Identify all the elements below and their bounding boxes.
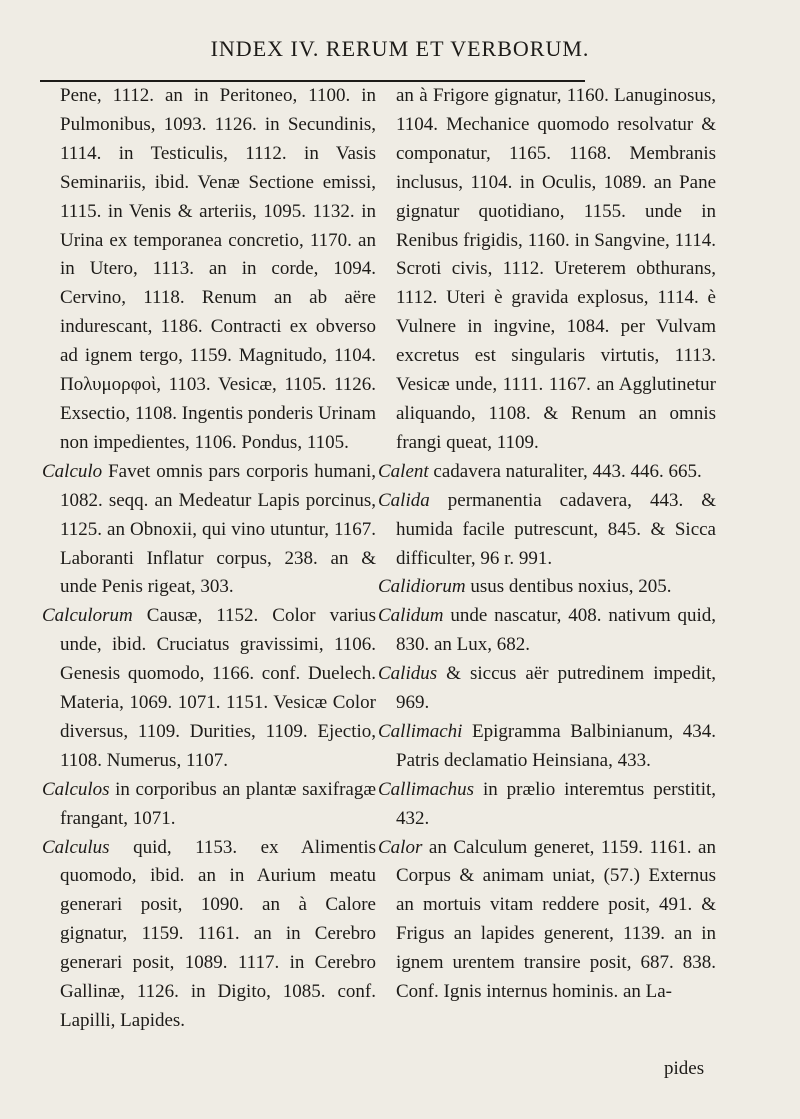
entry-text: in corporibus an plantæ saxifragæ frangant, 1071. — [60, 778, 376, 829]
index-entry — [378, 776, 716, 834]
index-entry — [42, 834, 376, 1036]
entry-headword: Callimachus — [378, 778, 475, 800]
entry-text: Causæ, 1152. Color varius unde, ibid. Cruciatus gravissimi, 1106. Genesis quomodo, 1166. conf. Duelech. Materia, 1069. 1071. 1151. Vesicæ Color diversus, 1109. Durities, 1109. Ejectio, 1108. Numerus, 1107. — [60, 605, 376, 771]
index-entry — [378, 718, 716, 776]
catchword: pides — [664, 1058, 705, 1079]
entry-text: an Calculum generet, 1159. 1161. an Corpus & animam uniat, (57.) Externus an mortuis vitam reddere posit, 491. & Frigus an lapides generent, 1139. an in ignem urentem transire posit, 687. 838. Conf. Ignis internus hominis. an La- — [396, 836, 716, 1003]
page-header: INDEX IV. RERUM ET VERBORUM. — [210, 36, 590, 61]
entry-text: usus dentibus noxius, 205. — [470, 576, 672, 598]
left-column — [42, 82, 376, 1036]
index-entry — [378, 82, 716, 458]
entry-headword: Callimachi — [378, 720, 463, 742]
entry-text: an à Frigore gignatur, 1160. Lanuginosus, 1104. Mechanice quomodo resolvatur & componatur, 1165. 1168. Membranis inclusus, 1104. in Oculis, 1089. an Pane gignatur quotidiano, 1155. unde in Renibus frigidis, 1160. in Sangvine, 1114. Scroti civis, 1112. Ureterem obthurans, 1112. Uteri è gravida explosus, 1114. è Vulnere in ingvine, 1084. per Vulvam excretus est singularis virtutis, 1113. Vesicæ unde, 1111. 1167. an Agglutinetur aliquando, 1108. & Renum an omnis frangi queat, 1109. — [396, 85, 716, 453]
index-entry — [378, 487, 716, 574]
index-entry — [378, 458, 716, 487]
entry-text: Favet omnis pars corporis humani, 1082. seqq. an Medeatur Lapis porcinus, 1125. an Obnoxii, qui vino utuntur, 1167. Laboranti Inflatur corpus, 238. an & unde Penis rigeat, 303. — [60, 460, 376, 598]
entry-headword: Calent — [378, 460, 429, 482]
entry-text: permanentia cadavera, 443. & humida facile putrescunt, 845. & Sicca difficulter, 96 r. 991. — [396, 489, 717, 569]
index-entry — [378, 573, 716, 602]
index-entry — [42, 776, 376, 834]
index-entry — [42, 602, 376, 775]
index-entry — [378, 602, 716, 660]
index-entry — [378, 834, 716, 1007]
entry-headword: Calidiorum — [378, 576, 466, 598]
entry-text: & siccus aër putredinem impedit, 969. — [396, 663, 717, 714]
entry-headword: Calidus — [378, 663, 438, 685]
index-entry — [378, 660, 716, 718]
index-entry — [42, 82, 376, 458]
index-entry — [42, 458, 376, 603]
entry-headword: Calculus — [42, 836, 110, 858]
entry-text: quid, 1153. ex Alimentis quomodo, ibid. an in Aurium meatu generari posit, 1090. an à Calore gignatur, 1159. 1161. an in Cerebro generari posit, 1089. 1117. in Cerebro Gallinæ, 1126. in Digito, 1085. conf. Lapilli, Lapides. — [60, 836, 377, 1031]
entry-text: Pene, 1112. an in Peritoneo, 1100. in Pulmonibus, 1093. 1126. in Secundinis, 1114. in Testiculis, 1112. in Vasis Seminariis, ibid. Venæ Sectione emissi, 1115. in Venis & arteriis, 1095. 1132. in Urina ex temporanea concretio, 1170. an in Utero, 1113. an in corde, 1094. Cervino, 1118. Renum an ab aëre indurescant, 1186. Contracti ex obverso ad ignem tergo, 1159. Magnitudo, 1104. Πολυμορφοὶ, 1103. Vesicæ, 1105. 1126. Exsectio, 1108. Ingentis ponderis Urinam non impedientes, 1106. Pondus, 1105. — [60, 85, 376, 453]
entry-text: unde nascatur, 408. nativum quid, 830. an Lux, 682. — [396, 605, 716, 656]
entry-text: cadavera naturaliter, 443. 446. 665. — [433, 460, 702, 482]
entry-headword: Calculo — [42, 460, 103, 482]
entry-text: in prælio interemtus perstitit, 432. — [396, 778, 717, 829]
entry-text: Epigramma Balbinianum, 434. Patris declamatio Heinsiana, 433. — [396, 720, 717, 771]
entry-headword: Calidum — [378, 605, 444, 627]
entry-headword: Calculorum — [42, 605, 133, 627]
entry-headword: Calor — [378, 836, 423, 858]
right-column — [378, 82, 716, 1007]
entry-headword: Calculos — [42, 778, 110, 800]
entry-headword: Calida — [378, 489, 430, 511]
